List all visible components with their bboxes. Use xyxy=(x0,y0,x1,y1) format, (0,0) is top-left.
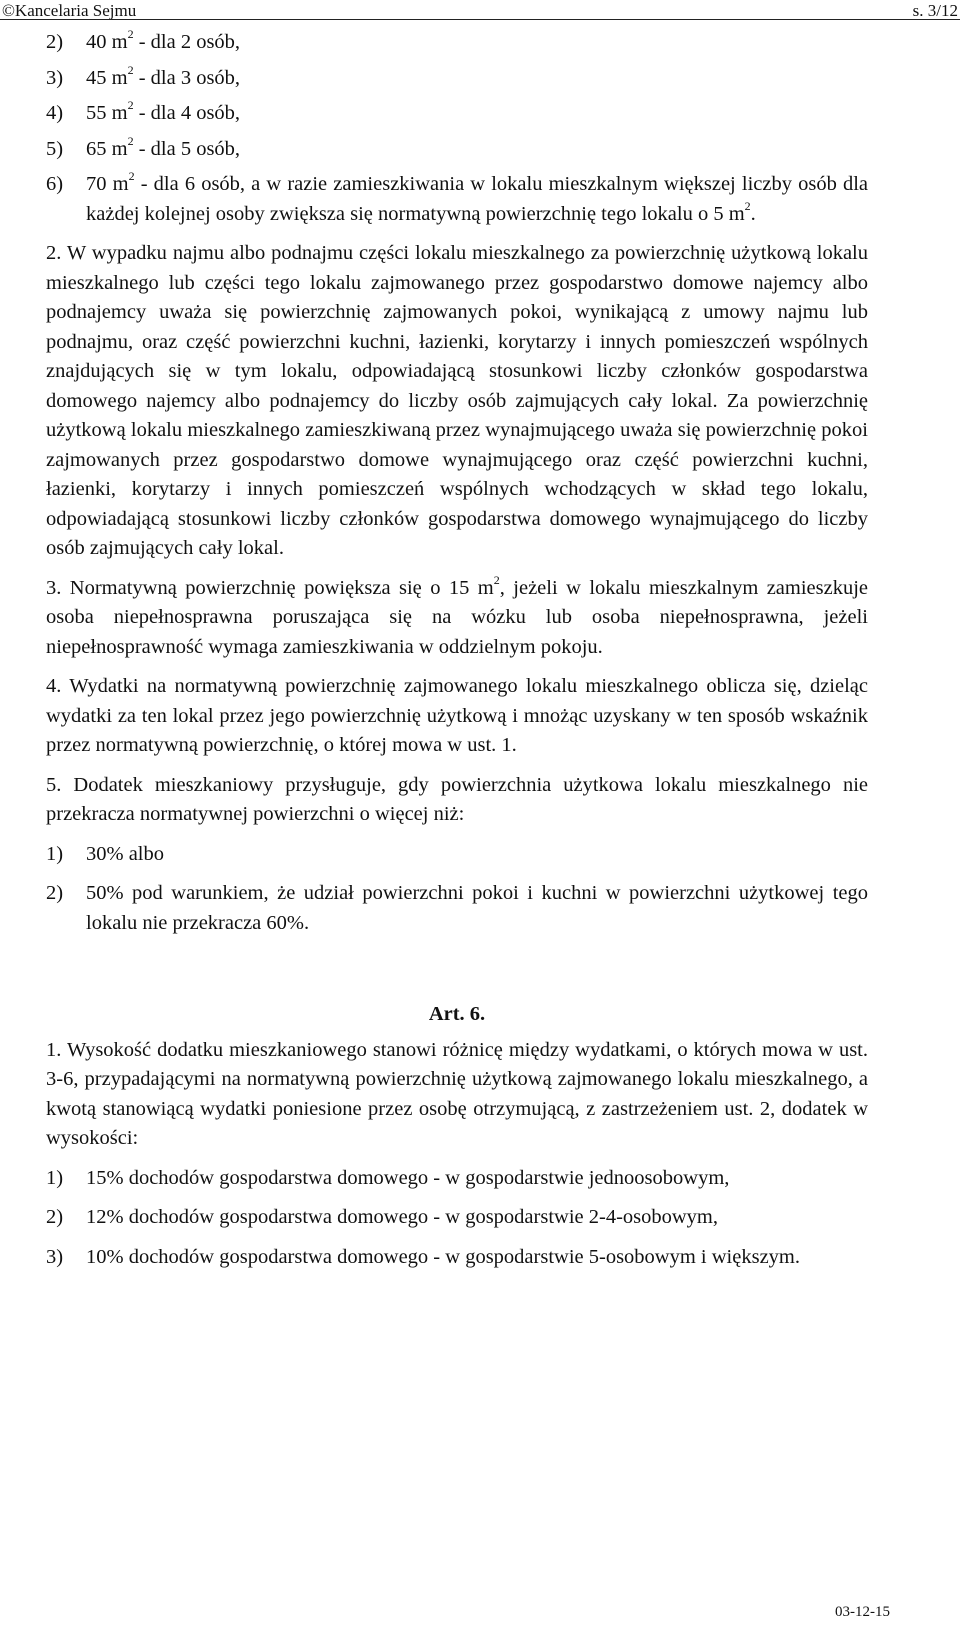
list-number: 2) xyxy=(46,882,64,904)
list-text: 12% dochodów gospodarstwa domowego - w gospodarstwie 2-4-osobowym, xyxy=(86,1206,718,1228)
header-rule xyxy=(0,19,960,20)
superscript: 2 xyxy=(493,572,500,587)
article-title: Art. 6. xyxy=(428,1003,486,1025)
paragraph-text: , jeżeli w lokalu mieszkalnym zamieszkuje osoba niepełnosprawna poruszająca się na wózku lub osoba niepełnosprawna, jeżeli niepełnosprawność wymaga zamieszkiwania w oddzielnym pokoju. xyxy=(46,576,869,658)
list-number: 2) xyxy=(46,31,64,53)
superscript: 2 xyxy=(127,98,134,113)
page-footer-date: 03-12-15 xyxy=(835,1604,890,1620)
article-6-paragraph-1: 1. Wysokość dodatku mieszkaniowego stanowi różnicę między wydatkami, o których mowa w ust. 3-6, przypadającymi na normatywną powierzchnię użytkową zajmowanego lokalu mieszkalnego, a kwotą stanowiącą wydatki poniesione przez osobę otrzymującą, z zastrzeżeniem ust. 2, dodatek w wysokości: xyxy=(46,1038,868,1149)
list-number: 1) xyxy=(46,1166,64,1189)
list-item xyxy=(46,879,868,938)
list-text: - dla 5 osób, xyxy=(133,137,241,160)
list-item xyxy=(46,1164,868,1194)
list-text: 15% dochodów gospodarstwa domowego - w gospodarstwie jednoosobowym, xyxy=(86,1166,730,1189)
list-number: 6) xyxy=(46,173,64,195)
list-text: 70 m xyxy=(86,173,129,195)
superscript: 2 xyxy=(127,133,134,148)
list-text: 65 m xyxy=(86,137,128,160)
list-number: 4) xyxy=(46,102,64,124)
paragraph-text: 3. Normatywną powierzchnię powiększa się o 15 m xyxy=(46,576,494,599)
list-text: - dla 4 osób, xyxy=(133,102,241,124)
paragraph-3 xyxy=(46,574,868,663)
list-item xyxy=(46,99,868,129)
list-item xyxy=(46,1243,868,1273)
list-text: - dla 6 osób, a w razie zamieszkiwania w lokalu mieszkalnym większej liczby osób dla każdej kolejnej osoby zwiększa się normatywną powierzchnię tego lokalu o 5 m xyxy=(86,173,868,225)
list-text: . xyxy=(750,202,756,225)
page-header xyxy=(0,0,960,22)
list-item xyxy=(46,170,868,229)
list-item xyxy=(46,28,868,58)
list-text: - dla 3 osób, xyxy=(133,66,241,89)
paragraph-5: 5. Dodatek mieszkaniowy przysługuje, gdy powierzchnia użytkowa lokalu mieszkalnego nie przekracza normatywnej powierzchni o więcej niż: xyxy=(46,773,868,825)
document-body xyxy=(46,22,868,1272)
list-text: - dla 2 osób, xyxy=(133,31,241,53)
list-text: 50% pod warunkiem, że udział powierzchni pokoi i kuchni w powierzchni użytkowej tego lokalu nie przekracza 60%. xyxy=(86,882,868,934)
list-number: 2) xyxy=(46,1206,64,1228)
paragraph-2: 2. W wypadku najmu albo podnajmu części lokalu mieszkalnego za powierzchnię użytkową lokalu mieszkalnego lub części tego lokalu zajmowanego przez gospodarstwo domowe najemcy albo podnajemcy uważa się powierzchnię zajmowanych pokoi, wynikającą z umowy najmu lub podnajmu, oraz część powierzchni kuchni, łazienki, korytarzy i innych pomieszczeń wspólnych znajdujących się w tym lokalu, odpowiadającą stosunkowi liczby członków gospodarstwa domowego najemcy albo podnajemcy do liczby osób zajmujących cały lokal. Za powierzchnię użytkową lokalu mieszkalnego zamieszkiwaną przez wynajmującego uważa się powierzchnię pokoi zajmowanych przez gospodarstwo domowe wynajmującego oraz część powierzchni kuchni, łazienki, korytarzy i innych pomieszczeń wspólnych wchodzących w skład tego lokalu, odpowiadającą stosunkowi liczby członków gospodarstwa domowego wynajmującego do liczby osób zajmujących cały lokal. xyxy=(46,242,868,559)
header-page-number: s. 3/12 xyxy=(912,1,958,20)
paragraph-4: 4. Wydatki na normatywną powierzchnię zajmowanego lokalu mieszkalnego oblicza się, dzieląc wydatki za ten lokal przez jego powierzchnię użytkową i mnożąc uzyskany w ten sposób wskaźnik przez normatywną powierzchnię, o której mowa w ust. 1. xyxy=(46,675,868,756)
superscript: 2 xyxy=(127,62,134,77)
list-number: 5) xyxy=(46,137,64,160)
list-text: 55 m xyxy=(86,102,128,124)
list-text: 45 m xyxy=(86,66,128,89)
header-source: ©Kancelaria Sejmu xyxy=(2,1,137,20)
list-number: 3) xyxy=(46,1245,64,1268)
list-text: 30% albo xyxy=(86,842,164,865)
superscript: 2 xyxy=(127,27,134,42)
superscript: 2 xyxy=(744,198,751,213)
list-item xyxy=(46,1203,868,1233)
list-item xyxy=(46,135,868,165)
superscript: 2 xyxy=(128,169,135,184)
list-number: 1) xyxy=(46,842,64,865)
list-item xyxy=(46,840,868,870)
list-number: 3) xyxy=(46,66,64,89)
list-text: 40 m xyxy=(86,31,128,53)
list-item xyxy=(46,64,868,94)
list-text: 10% dochodów gospodarstwa domowego - w gospodarstwie 5-osobowym i większym. xyxy=(86,1245,800,1268)
